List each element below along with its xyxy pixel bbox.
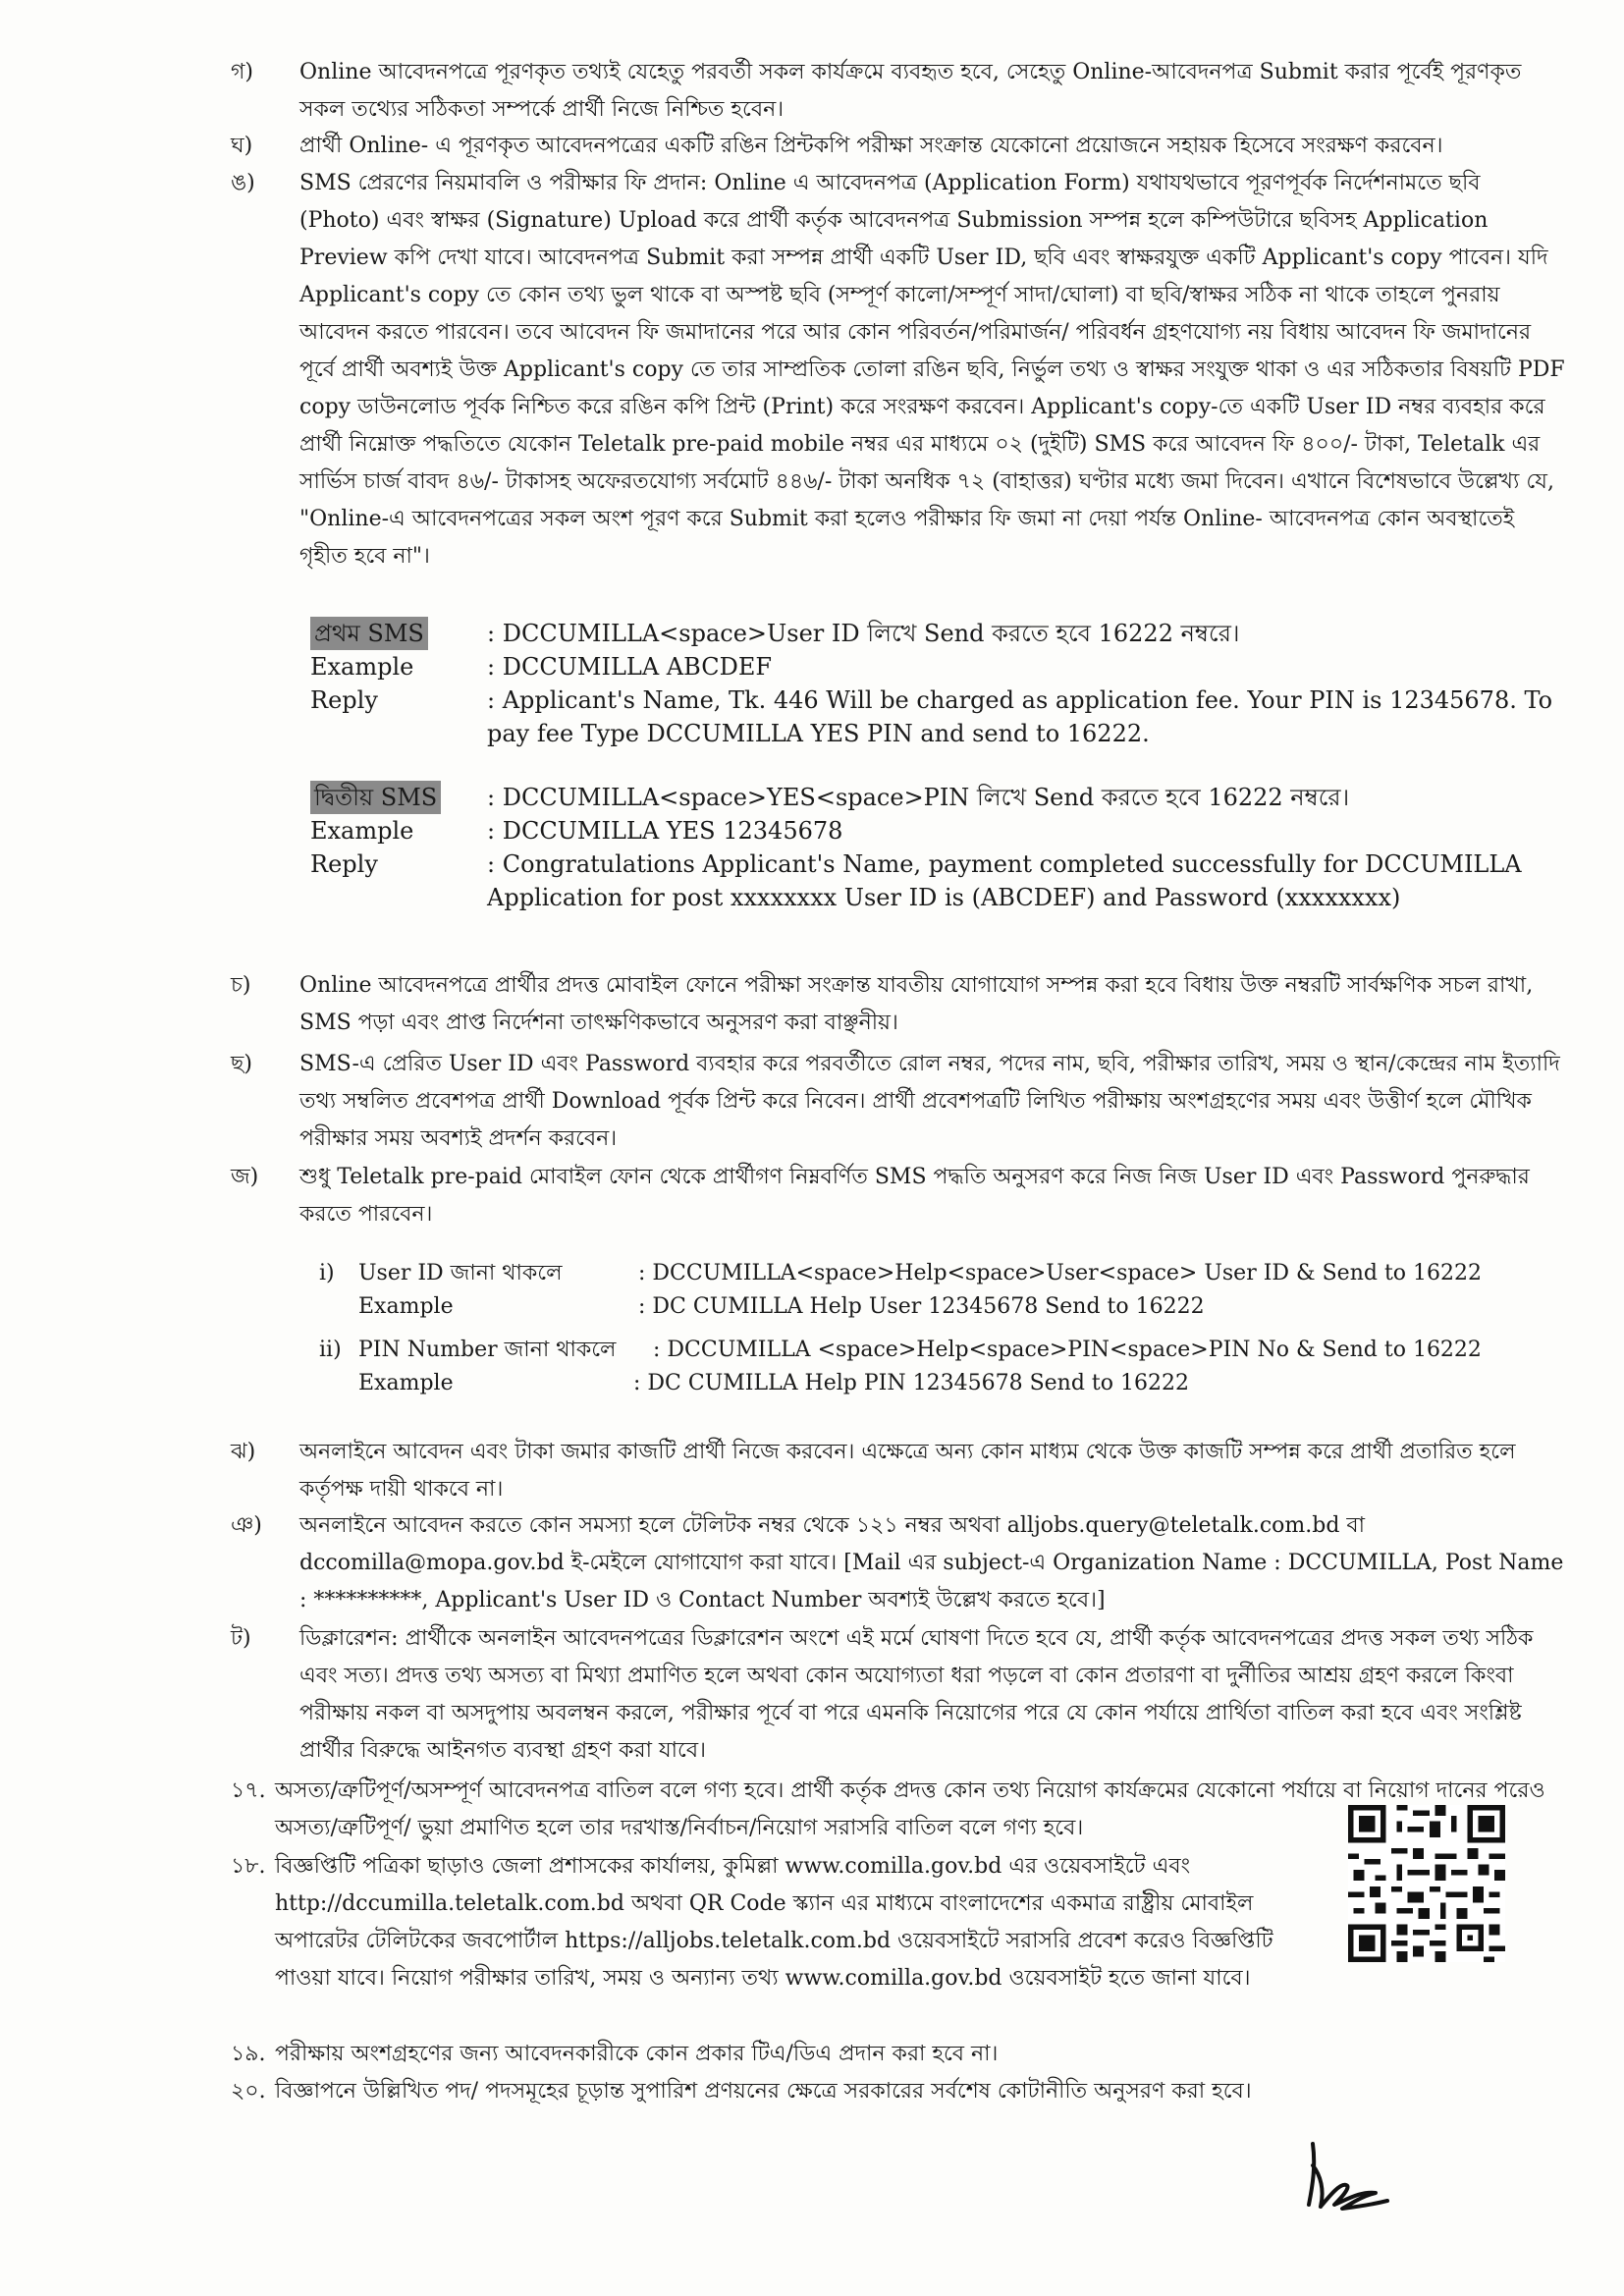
recovery-key: User ID জানা থাকলে (358, 1261, 563, 1285)
item-gh (231, 128, 1566, 165)
item-label: ঙ) (231, 171, 255, 195)
item-20 (231, 2073, 1561, 2110)
item-label: গ) (231, 60, 254, 84)
item-text: শুধু Teletalk pre-paid মোবাইল ফোন থেকে প্রার্থীগণ নিম্নবর্ণিত SMS পদ্ধতি অনুসরণ করে নিজ নিজ User ID এবং Password পুনরুদ্ধার করতে পারবেন। (299, 1165, 1530, 1227)
recovery-methods (314, 1257, 1561, 1400)
item-18 (231, 1848, 1335, 1997)
item-19 (231, 2036, 1561, 2073)
example-label: Example (310, 653, 414, 681)
recovery-label: i) (319, 1261, 335, 1285)
example-label: Example (358, 1371, 454, 1395)
item-label: ঝ) (231, 1440, 256, 1464)
item-ny (231, 1507, 1566, 1619)
item-jh (231, 1434, 1566, 1508)
item-ng (231, 165, 1566, 575)
sms-block-second (310, 781, 1567, 946)
item-text: Online আবেদনপত্রে পূরণকৃত তথ্যই যেহেতু পরবর্তী সকল কার্যক্রমে ব্যবহৃত হবে, সেহেতু Online-আবেদনপত্র Submit করার পূর্বেই পূরণকৃত সকল তথ্যের সঠিকতা সম্পর্কে প্রার্থী নিজে নিশ্চিত হবেন। (299, 60, 1522, 122)
sms-example: : DCCUMILLA ABCDEF (487, 653, 772, 681)
item-label: ছ) (231, 1052, 252, 1076)
item-text: SMS প্রেরণের নিয়মাবলি ও পরীক্ষার ফি প্রদান: Online এ আবেদনপত্র (Application Form) যথাযথভাবে পূরণপূর্বক নির্দেশনামতে ছবি (Photo) এবং স্বাক্ষর (Signature) Upload করে প্রার্থী কর্তৃক আবেদনপত্র Submission সম্পন্ন হলে কম্পিউটারে ছবিসহ Application Preview কপি দেখা যাবে। আবেদনপত্র Submit করা সম্পন্ন প্রার্থী একটি User ID, ছবি এবং স্বাক্ষরযুক্ত একটি Applicant's copy পাবেন। যদি Applicant's copy তে কোন তথ্য ভুল থাকে বা অস্পষ্ট ছবি (সম্পূর্ণ কালো/সম্পূর্ণ সাদা/ঘোলা) বা ছবি/স্বাক্ষর সঠিক না থাকে তাহলে পুনরায় আবেদন করতে পারবেন। তবে আবেদন ফি জমাদানের পরে আর কোন পরিবর্তন/পরিমার্জন/ পরিবর্ধন গ্রহণযোগ্য নয় বিধায় আবেদন ফি জমাদানের পূর্বে প্রার্থী অবশ্যই উক্ত Applicant's copy তে তার সাম্প্রতিক তোলা রঙিন ছবি, নির্ভুল তথ্য ও স্বাক্ষর সংযুক্ত থাকা ও এর সঠিকতার বিষয়টি PDF copy ডাউনলোড পূর্বক নিশ্চিত করে রঙিন কপি প্রিন্ট (Print) করে সংরক্ষণ করবেন। Applicant's copy-তে একটি User ID নম্বর ব্যবহার করে প্রার্থী নিম্নোক্ত পদ্ধতিতে যেকোন Teletalk pre-paid mobile নম্বর এর মাধ্যমে ০২ (দুইটি) SMS করে আবেদন ফি ৪০০/- টাকা, Teletalk এর সার্ভিস চার্জ বাবদ ৪৬/- টাকাসহ অফেরতযোগ্য সর্বমোট ৪৪৬/- টাকা অনধিক ৭২ (বাহাত্তর) ঘণ্টার মধ্যে জমা দিবেন। এখানে বিশেষভাবে উল্লেখ্য যে, "Online-এ আবেদনপত্রের সকল অংশ পূরণ করে Submit করা হলেও পরীক্ষার ফি জমা না দেয়া পর্যন্ত Online- আবেদনপত্র কোন অবস্থাতেই গৃহীত হবে না"। (299, 171, 1565, 569)
sms-instruction: : DCCUMILLA<space>YES<space>PIN লিখে Send করতে হবে 16222 নম্বরে। (487, 784, 1350, 811)
item-text: বিজ্ঞাপনে উল্লিখিত পদ/ পদসমূহের চূড়ান্ত সুপারিশ প্রণয়নের ক্ষেত্রে সরকারের সর্বশেষ কোটানীতি অনুসরণ করা হবে। (275, 2079, 1252, 2104)
item-text: পরীক্ষায় অংশগ্রহণের জন্য আবেদনকারীকে কোন প্রকার টিএ/ডিএ প্রদান করা হবে না। (275, 2042, 999, 2066)
item-label: ২০. (231, 2079, 266, 2104)
item-ch (231, 967, 1566, 1042)
recovery-label: ii) (319, 1338, 342, 1362)
sms-reply: : Congratulations Applicant's Name, payment completed successfully for DCCUMILLA Application for post xxxxxxxx User ID is (ABCDEF) and Password (xxxxxxxx) (487, 850, 1522, 911)
item-g (231, 54, 1566, 129)
item-text: অসত্য/ত্রুটিপূর্ণ/অসম্পূর্ণ আবেদনপত্র বাতিল বলে গণ্য হবে। প্রার্থী কর্তৃক প্রদত্ত কোন তথ্য নিয়োগ কার্যক্রমের যেকোনো পর্যায়ে বা নিয়োগ দানের পরেও অসত্য/ত্রুটিপূর্ণ/ ভুয়া প্রমাণিত হলে তার দরখাস্ত/নির্বাচন/নিয়োগ সরাসরি বাতিল বলে গণ্য হবে। (275, 1778, 1545, 1840)
item-label: ঘ) (231, 134, 253, 158)
signature-icon (1291, 2136, 1399, 2214)
example-label: Example (358, 1294, 454, 1319)
item-text: Online আবেদনপত্রে প্রার্থীর প্রদত্ত মোবাইল ফোনে পরীক্ষা সংক্রান্ত যাবতীয় যোগাযোগ সম্পন্ন করা হবে বিধায় উক্ত নম্বরটি সার্বক্ষণিক সচল রাখা, SMS পড়া এবং প্রাপ্ত নির্দেশনা তাৎক্ষণিকভাবে অনুসরণ করা বাঞ্ছনীয়। (299, 973, 1534, 1035)
item-j (231, 1159, 1566, 1233)
recovery-value: : DCCUMILLA <space>Help<space>PIN<space>PIN No & Send to 16222 (653, 1338, 1482, 1362)
recovery-value: : DCCUMILLA<space>Help<space>User<space> User ID & Send to 16222 (638, 1261, 1483, 1285)
item-t (231, 1620, 1566, 1770)
item-chh (231, 1046, 1566, 1158)
sms-block-first (310, 617, 1567, 754)
item-label: ঞ) (231, 1513, 262, 1538)
item-text: SMS-এ প্রেরিত User ID এবং Password ব্যবহার করে পরবর্তীতে রোল নম্বর, পদের নাম, ছবি, পরীক্ষার তারিখ, সময় ও স্থান/কেন্দ্রের নাম ইত্যাদি তথ্য সম্বলিত প্রবেশপত্র প্রার্থী Download পূর্বক প্রিন্ট করে নিবেন। প্রার্থী প্রবেশপত্রটি লিখিত পরীক্ষায় অংশগ্রহণের সময় এবং উত্তীর্ণ হলে মৌখিক পরীক্ষার সময় অবশ্যই প্রদর্শন করবেন। (299, 1052, 1560, 1151)
reply-label: Reply (310, 686, 378, 714)
reply-label: Reply (310, 850, 378, 878)
sms-reply: : Applicant's Name, Tk. 446 Will be charged as application fee. Your PIN is 12345678. To pay fee Type DCCUMILLA YES PIN and send to 16222. (487, 686, 1553, 747)
sms-label: দ্বিতীয় SMS (310, 781, 441, 814)
sms-label: প্রথম SMS (310, 617, 428, 650)
item-text: বিজ্ঞপ্তিটি পত্রিকা ছাড়াও জেলা প্রশাসকের কার্যালয়, কুমিল্লা www.comilla.gov.bd এর ওয়েবসাইটে এবং http://dccumilla.teletalk.com.bd অথবা QR Code স্ক্যান এর মাধ্যমে বাংলাদেশের একমাত্র রাষ্ট্রীয় মোবাইল অপারেটর টেলিটকের জবপোর্টাল https://alljobs.teletalk.com.bd ওয়েবসাইটে সরাসরি প্রবেশ করেও বিজ্ঞপ্তিটি পাওয়া যাবে। নিয়োগ পরীক্ষার তারিখ, সময় ও অন্যান্য তথ্য www.comilla.gov.bd ওয়েবসাইট হতে জানা যাবে। (275, 1854, 1273, 1991)
example-label: Example (310, 817, 414, 845)
item-label: জ) (231, 1165, 259, 1189)
recovery-key: PIN Number জানা থাকলে (358, 1338, 617, 1362)
item-text: প্রার্থী Online- এ পূরণকৃত আবেদনপত্রের একটি রঙিন প্রিন্টকপি পরীক্ষা সংক্রান্ত যেকোনো প্রয়োজনে সহায়ক হিসেবে সংরক্ষণ করবেন। (299, 134, 1443, 158)
item-label: ১৯. (231, 2042, 266, 2066)
item-text: অনলাইনে আবেদন এবং টাকা জমার কাজটি প্রার্থী নিজে করবেন। এক্ষেত্রে অন্য কোন মাধ্যম থেকে উক্ত কাজটি সম্পন্ন করে প্রার্থী প্রতারিত হলে কর্তৃপক্ষ দায়ী থাকবে না। (299, 1440, 1516, 1502)
sms-instruction: : DCCUMILLA<space>User ID লিখে Send করতে হবে 16222 নম্বরে। (487, 620, 1240, 647)
sms-example: : DCCUMILLA YES 12345678 (487, 817, 843, 845)
item-label: চ) (231, 973, 251, 998)
qr-code-icon[interactable] (1348, 1805, 1505, 1962)
item-label: ট) (231, 1626, 251, 1651)
item-label: ১৭. (231, 1778, 266, 1803)
item-label: ১৮. (231, 1854, 266, 1879)
item-text: অনলাইনে আবেদন করতে কোন সমস্যা হলে টেলিটক নম্বর থেকে ১২১ নম্বর অথবা alljobs.query@teletalk.com.bd বা dccomilla@mopa.gov.bd ই-মেইলে যোগাযোগ করা যাবে। [Mail এর subject-এ Organization Name : DCCUMILLA, Post Name : **********, Applicant's User ID ও Contact Number অবশ্যই উল্লেখ করতে হবে।] (299, 1513, 1564, 1613)
item-text: ডিক্লারেশন: প্রার্থীকে অনলাইন আবেদনপত্রের ডিক্লারেশন অংশে এই মর্মে ঘোষণা দিতে হবে যে, প্রার্থী কর্তৃক আবেদনপত্রের প্রদত্ত সকল তথ্য সঠিক এবং সত্য। প্রদত্ত তথ্য অসত্য বা মিথ্যা প্রমাণিত হলে অথবা কোন অযোগ্যতা ধরা পড়লে বা কোন প্রতারণা বা দুর্নীতির আশ্রয় গ্রহণ করলে কিংবা পরীক্ষায় নকল বা অসদুপায় অবলম্বন করলে, পরীক্ষার পূর্বে বা পরে এমনকি নিয়োগের পরে যে কোন পর্যায়ে প্রার্থিতা বাতিল করা হবে এবং সংশ্লিষ্ট প্রার্থীর বিরুদ্ধে আইনগত ব্যবস্থা গ্রহণ করা যাবে। (299, 1626, 1534, 1763)
recovery-example: : DC CUMILLA Help User 12345678 Send to 16222 (638, 1294, 1205, 1319)
recovery-example: : DC CUMILLA Help PIN 12345678 Send to 16222 (633, 1371, 1189, 1395)
